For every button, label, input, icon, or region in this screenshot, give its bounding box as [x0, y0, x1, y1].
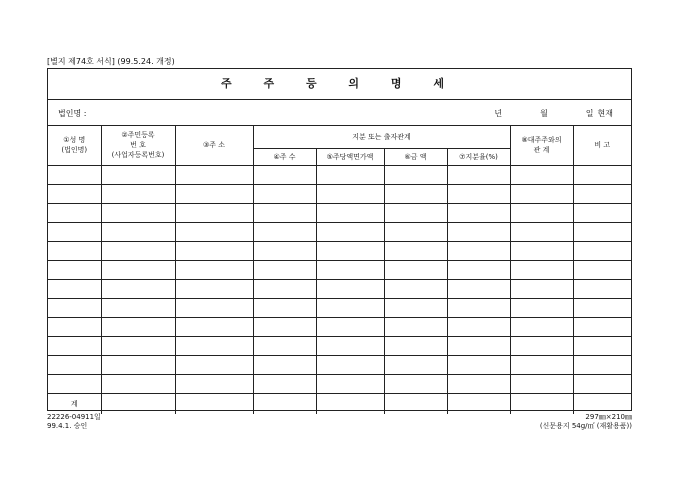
total-cell[interactable]	[253, 393, 316, 414]
table-cell[interactable]	[316, 222, 384, 241]
table-cell[interactable]	[447, 298, 510, 317]
table-cell[interactable]	[510, 260, 573, 279]
table-cell[interactable]	[48, 355, 101, 374]
table-cell[interactable]	[253, 298, 316, 317]
table-cell[interactable]	[384, 203, 447, 222]
table-cell[interactable]	[316, 279, 384, 298]
header-remarks: 비 고	[573, 126, 631, 165]
table-cell[interactable]	[48, 241, 101, 260]
table-cell[interactable]	[384, 279, 447, 298]
table-cell[interactable]	[447, 355, 510, 374]
table-cell[interactable]	[573, 184, 631, 203]
table-cell[interactable]	[510, 222, 573, 241]
table-cell[interactable]	[101, 222, 175, 241]
header-amount: ⑥금 액	[384, 148, 447, 165]
shareholder-table	[48, 126, 631, 414]
as-of-date	[494, 108, 613, 119]
corp-date-row	[48, 100, 631, 126]
table-row	[48, 260, 631, 279]
table-cell[interactable]	[316, 184, 384, 203]
table-cell[interactable]	[573, 241, 631, 260]
table-row	[48, 317, 631, 336]
table-cell[interactable]	[447, 317, 510, 336]
table-cell[interactable]	[447, 222, 510, 241]
table-cell[interactable]	[573, 279, 631, 298]
table-cell[interactable]	[384, 317, 447, 336]
footer-approval: 22226-04911일 99.4.1. 승인	[47, 413, 101, 430]
header-share-group: 지분 또는 출자관계	[253, 126, 510, 148]
day-label: 일	[585, 109, 594, 118]
table-cell[interactable]	[101, 317, 175, 336]
form-title: 주 주 등 의 명 세	[48, 69, 631, 100]
table-row	[48, 374, 631, 393]
total-row	[48, 393, 631, 414]
table-cell[interactable]	[447, 374, 510, 393]
table-cell[interactable]	[175, 222, 253, 241]
table-cell[interactable]	[573, 203, 631, 222]
table-cell[interactable]	[48, 184, 101, 203]
table-cell[interactable]	[384, 165, 447, 184]
table-cell[interactable]	[316, 298, 384, 317]
table-cell[interactable]	[384, 241, 447, 260]
table-cell[interactable]	[101, 336, 175, 355]
table-cell[interactable]	[510, 336, 573, 355]
table-cell[interactable]	[573, 355, 631, 374]
table-cell[interactable]	[253, 222, 316, 241]
table-cell[interactable]	[447, 203, 510, 222]
table-cell[interactable]	[48, 374, 101, 393]
table-cell[interactable]	[316, 374, 384, 393]
table-cell[interactable]	[48, 222, 101, 241]
table-cell[interactable]	[175, 298, 253, 317]
table-cell[interactable]	[384, 222, 447, 241]
table-cell[interactable]	[316, 241, 384, 260]
table-cell[interactable]	[175, 317, 253, 336]
table-cell[interactable]	[101, 298, 175, 317]
table-cell[interactable]	[101, 260, 175, 279]
table-cell[interactable]	[253, 336, 316, 355]
table-cell[interactable]	[573, 260, 631, 279]
month-label: 월	[540, 109, 548, 118]
table-cell[interactable]	[101, 355, 175, 374]
table-row	[48, 184, 631, 203]
table-cell[interactable]	[101, 184, 175, 203]
table-cell[interactable]	[316, 355, 384, 374]
table-row	[48, 279, 631, 298]
table-cell[interactable]	[48, 165, 101, 184]
table-cell[interactable]	[48, 336, 101, 355]
table-cell[interactable]	[175, 184, 253, 203]
table-cell[interactable]	[573, 222, 631, 241]
table-cell[interactable]	[101, 374, 175, 393]
table-cell[interactable]	[175, 260, 253, 279]
table-cell[interactable]	[510, 203, 573, 222]
table-cell[interactable]	[48, 260, 101, 279]
header-relationship: ⑧대주주와의 관 계	[510, 126, 573, 165]
total-cell[interactable]	[316, 393, 384, 414]
table-cell[interactable]	[48, 298, 101, 317]
table-cell[interactable]	[253, 260, 316, 279]
table-cell[interactable]	[510, 298, 573, 317]
table-row	[48, 203, 631, 222]
table-cell[interactable]	[384, 355, 447, 374]
table-cell[interactable]	[573, 298, 631, 317]
total-cell[interactable]	[510, 393, 573, 414]
table-cell[interactable]	[253, 317, 316, 336]
table-cell[interactable]	[447, 279, 510, 298]
table-cell[interactable]	[573, 317, 631, 336]
table-cell[interactable]	[510, 279, 573, 298]
table-cell[interactable]	[101, 241, 175, 260]
header-par-value: ⑤주당액면가액	[316, 148, 384, 165]
header-share-count: ④주 수	[253, 148, 316, 165]
table-cell[interactable]	[510, 241, 573, 260]
header-share-ratio: ⑦지분율(%)	[447, 148, 510, 165]
table-cell[interactable]	[447, 165, 510, 184]
table-cell[interactable]	[48, 279, 101, 298]
table-cell[interactable]	[447, 184, 510, 203]
table-cell[interactable]	[316, 203, 384, 222]
footer-paper-spec: 297㎜×210㎜ (신문용지 54g/㎡ (재활용품))	[539, 413, 632, 430]
table-cell[interactable]	[384, 298, 447, 317]
header-address: ③주 소	[175, 126, 253, 165]
table-row	[48, 336, 631, 355]
form-caption: [별지 제74호 서식] (99.5.24. 개정)	[47, 57, 175, 66]
table-cell[interactable]	[510, 184, 573, 203]
table-cell[interactable]	[48, 203, 101, 222]
current-label: 현재	[597, 109, 613, 118]
header-name: ①성 명 (법인명)	[48, 126, 101, 165]
table-cell[interactable]	[573, 165, 631, 184]
shareholder-form	[47, 68, 632, 411]
table-row	[48, 298, 631, 317]
table-cell[interactable]	[384, 184, 447, 203]
total-cell[interactable]	[101, 393, 175, 414]
table-cell[interactable]	[101, 165, 175, 184]
table-row	[48, 222, 631, 241]
table-cell[interactable]	[316, 165, 384, 184]
table-cell[interactable]	[447, 260, 510, 279]
table-row	[48, 241, 631, 260]
table-cell[interactable]	[316, 317, 384, 336]
table-cell[interactable]	[384, 374, 447, 393]
table-cell[interactable]	[447, 336, 510, 355]
table-cell[interactable]	[510, 317, 573, 336]
table-cell[interactable]	[253, 374, 316, 393]
table-cell[interactable]	[253, 241, 316, 260]
table-row	[48, 165, 631, 184]
table-cell[interactable]	[175, 241, 253, 260]
table-cell[interactable]	[175, 374, 253, 393]
total-cell[interactable]	[384, 393, 447, 414]
table-cell[interactable]	[573, 374, 631, 393]
table-cell[interactable]	[253, 203, 316, 222]
table-cell[interactable]	[573, 336, 631, 355]
table-cell[interactable]	[253, 184, 316, 203]
table-cell[interactable]	[253, 165, 316, 184]
table-cell[interactable]	[384, 336, 447, 355]
total-cell[interactable]	[447, 393, 510, 414]
table-cell[interactable]	[510, 374, 573, 393]
table-cell[interactable]	[101, 279, 175, 298]
table-cell[interactable]	[175, 203, 253, 222]
year-label: 년	[494, 109, 503, 118]
table-cell[interactable]	[510, 355, 573, 374]
total-label: 계	[48, 393, 101, 414]
table-body	[48, 165, 631, 393]
table-cell[interactable]	[101, 203, 175, 222]
table-cell[interactable]	[48, 317, 101, 336]
table-cell[interactable]	[175, 336, 253, 355]
total-cell[interactable]	[175, 393, 253, 414]
table-cell[interactable]	[175, 355, 253, 374]
header-registration-number: ②주민등록 번 호 (사업자등록번호)	[101, 126, 175, 165]
table-cell[interactable]	[253, 279, 316, 298]
table-cell[interactable]	[447, 241, 510, 260]
table-cell[interactable]	[175, 279, 253, 298]
table-cell[interactable]	[253, 355, 316, 374]
table-cell[interactable]	[384, 260, 447, 279]
total-cell[interactable]	[573, 393, 631, 414]
table-row	[48, 355, 631, 374]
corp-name-label: 법인명 :	[58, 109, 87, 118]
table-cell[interactable]	[510, 165, 573, 184]
table-cell[interactable]	[175, 165, 253, 184]
table-cell[interactable]	[316, 336, 384, 355]
table-cell[interactable]	[316, 260, 384, 279]
